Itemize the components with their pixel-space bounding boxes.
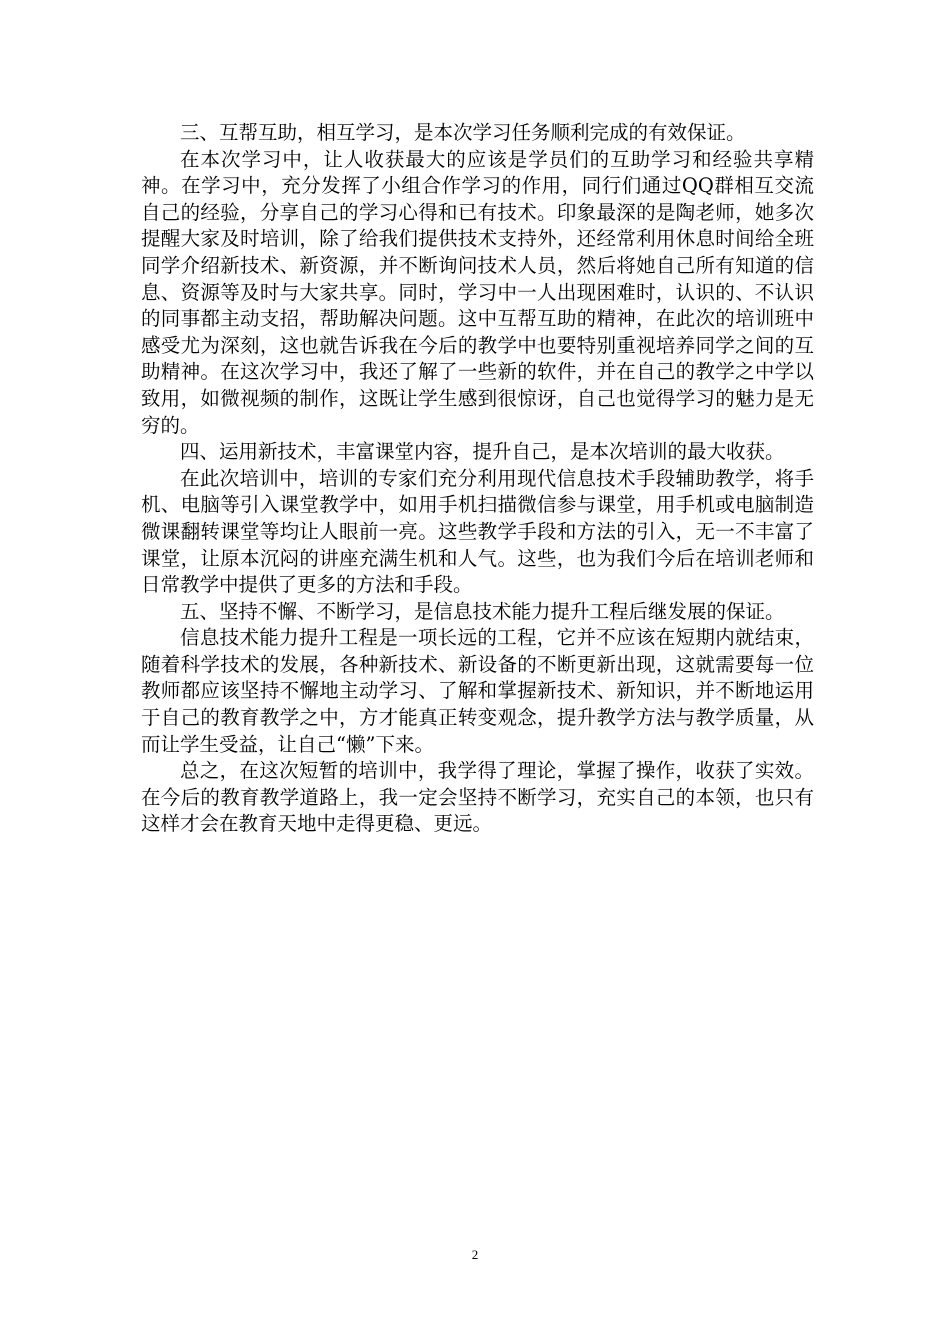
body-paragraph: 在此次培训中，培训的专家们充分利用现代信息技术手段辅助教学，将手机、电脑等引入课堂教学中，如用手机扫描微信参与课堂，用手机或电脑制造微课翻转课堂等均让人眼前一亮。这些教学手段和方法的引入，无一不丰富了课堂，让原本沉闷的讲座充满生机和人气。这些，也为我们今后在培训老师和日常教学中提供了更多的方法和手段。: [141, 466, 814, 597]
section-heading-4: 四、运用新技术，丰富课堂内容，提升自己，是本次培训的最大收获。: [180, 440, 785, 464]
conclusion-paragraph: 总之，在这次短暂的培训中，我学得了理论，掌握了操作，收获了实效。在今后的教育教学道路上，我一定会坚持不断学习，充实自己的本领，也只有这样才会在教育天地中走得更稳、更远。: [141, 759, 814, 836]
page-number: 2: [471, 1247, 479, 1262]
section-heading-5: 五、坚持不懈、不断学习，是信息技术能力提升工程后继发展的保证。: [180, 599, 785, 623]
body-paragraph: 在本次学习中，让人收获最大的应该是学员们的互助学习和经验共享精神。在学习中，充分发挥了小组合作学习的作用，同行们通过QQ群相互交流自己的经验，分享自己的学习心得和已有技术。印象最深的是陶老师，她多次提醒大家及时培训，除了给我们提供技术支持外，还经常利用休息时间给全班同学介绍新技术、新资源，并不断询问技术人员，然后将她自己所有知道的信息、资源等及时与大家共享。同时，学习中一人出现困难时，认识的、不认识的同事都主动支招，帮助解决问题。这中互帮互助的精神，在此次的培训班中感受尤为深刻，这也就告诉我在今后的教学中也要特别重视培养同学之间的互助精神。在这次学习中，我还了解了一些新的软件，并在自己的教学之中学以致用，如微视频的制作，这既让学生感到很惊讶，自己也觉得学习的魅力是无穷的。: [141, 147, 814, 437]
body-paragraph: 信息技术能力提升工程是一项长远的工程，它并不应该在短期内就结束，随着科学技术的发展，各种新技术、新设备的不断更新出现，这就需要每一位教师都应该坚持不懈地主动学习、了解和掌握新技术、新知识，并不断地运用于自己的教育教学之中，方才能真正转变观念，提升教学方法与教学质量，从而让学生受益，让自己“懒”下来。: [141, 626, 814, 756]
section-heading-3: 三、互帮互助，相互学习，是本次学习任务顺利完成的有效保证。: [180, 121, 746, 144]
document-body: [141, 120, 814, 838]
